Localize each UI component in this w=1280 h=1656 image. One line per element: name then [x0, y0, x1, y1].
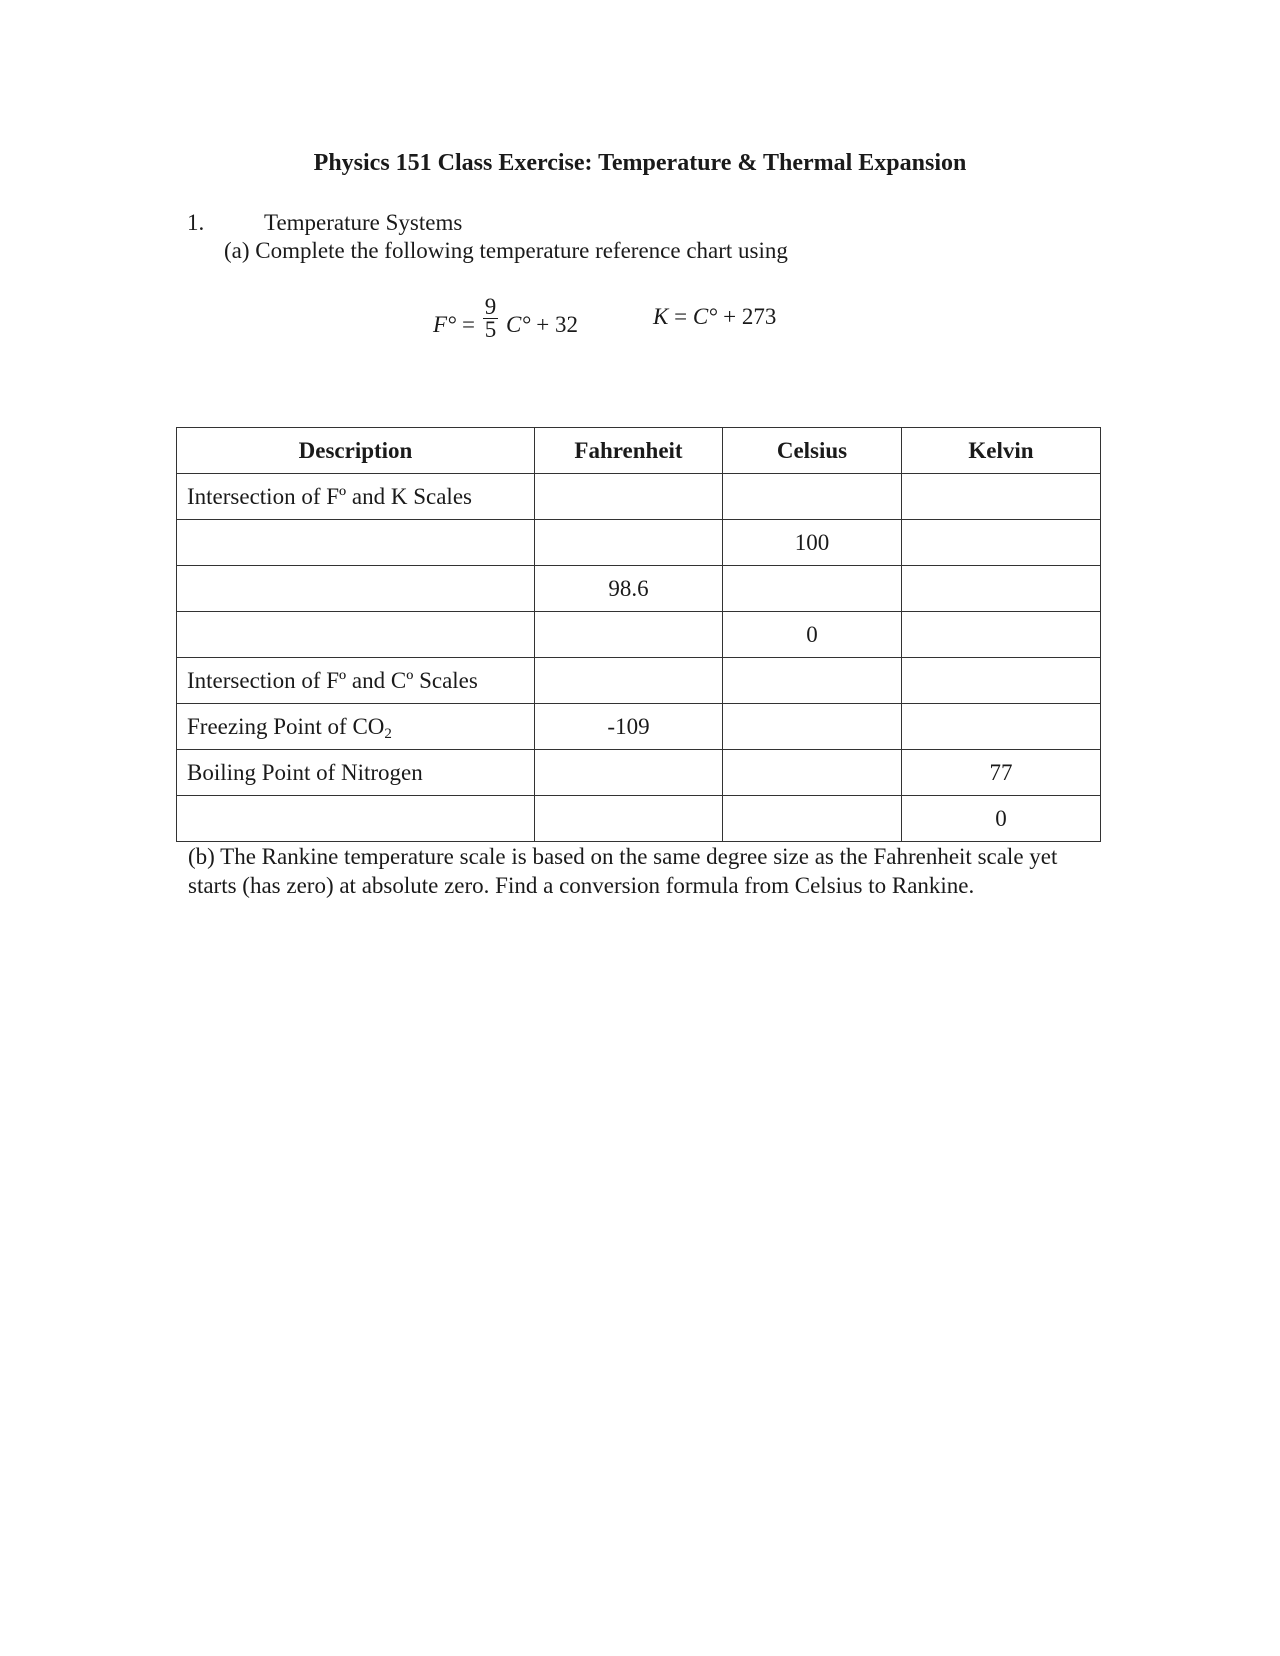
cell-celsius[interactable]: [723, 566, 902, 612]
fahrenheit-formula: [433, 294, 579, 349]
cell-celsius: 100: [723, 520, 902, 566]
cell-celsius[interactable]: [723, 474, 902, 520]
cell-fahrenheit: 98.6: [535, 566, 723, 612]
question-heading: Temperature Systems: [264, 210, 463, 235]
cell-celsius: 0: [723, 612, 902, 658]
cell-description[interactable]: [177, 796, 535, 842]
formula1-rhs-var: C°: [505, 311, 531, 337]
cell-celsius[interactable]: [723, 658, 902, 704]
cell-description: Intersection of Fº and Cº Scales: [177, 658, 535, 704]
table-row: [177, 474, 1101, 520]
part-a-instruction: (a) Complete the following temperature reference chart using: [224, 238, 788, 263]
formula1-equals: =: [462, 311, 475, 337]
table-row: [177, 750, 1101, 796]
co2-label: Freezing Point of CO: [187, 713, 385, 739]
cell-kelvin[interactable]: [902, 612, 1101, 658]
table-row: [177, 658, 1101, 704]
cell-fahrenheit: -109: [535, 704, 723, 750]
cell-fahrenheit[interactable]: [535, 796, 723, 842]
part-b-question: (b) The Rankine temperature scale is based on the same degree size as the Fahrenheit scale yet starts (has zero) at absolute zero. Find a conversion formula from Celsius to Rankine.: [188, 844, 1058, 898]
table-row: [177, 612, 1101, 658]
header-fahrenheit: Fahrenheit: [535, 428, 723, 474]
cell-fahrenheit[interactable]: [535, 658, 723, 704]
cell-description[interactable]: [177, 520, 535, 566]
cell-fahrenheit[interactable]: [535, 474, 723, 520]
cell-description[interactable]: [177, 566, 535, 612]
cell-fahrenheit[interactable]: [535, 612, 723, 658]
formula1-lhs: F°: [433, 311, 457, 337]
cell-description: [177, 704, 535, 750]
cell-kelvin[interactable]: [902, 520, 1101, 566]
page-title: Physics 151 Class Exercise: Temperature & Thermal Expansion: [313, 150, 967, 176]
table-row: [177, 566, 1101, 612]
cell-celsius[interactable]: [723, 750, 902, 796]
cell-celsius[interactable]: [723, 796, 902, 842]
cell-kelvin[interactable]: [902, 566, 1101, 612]
table-row: [177, 796, 1101, 842]
header-description: Description: [177, 428, 535, 474]
formula1-denominator: 5: [484, 317, 497, 342]
cell-kelvin[interactable]: [902, 474, 1101, 520]
formula1-rhs-const: + 32: [536, 311, 579, 337]
header-kelvin: Kelvin: [902, 428, 1101, 474]
table-row: [177, 704, 1101, 750]
header-celsius: Celsius: [723, 428, 902, 474]
co2-subscript: 2: [384, 725, 392, 742]
formula2-lhs: K: [653, 304, 669, 329]
table-header-row: [177, 428, 1101, 474]
formula2-equals: =: [674, 304, 688, 329]
cell-kelvin: 77: [902, 750, 1101, 796]
temperature-reference-table: [176, 427, 1101, 842]
question-number: 1.: [187, 210, 205, 235]
cell-kelvin[interactable]: [902, 704, 1101, 750]
cell-kelvin: 0: [902, 796, 1101, 842]
formula1-fraction: [483, 296, 499, 341]
cell-celsius[interactable]: [723, 704, 902, 750]
formula2-rhs-const: + 273: [723, 304, 777, 329]
kelvin-formula: [653, 304, 776, 330]
cell-fahrenheit[interactable]: [535, 520, 723, 566]
table-row: [177, 520, 1101, 566]
cell-description: Intersection of Fº and K Scales: [177, 474, 535, 520]
cell-description: Boiling Point of Nitrogen: [177, 750, 535, 796]
formula2-rhs-var: C°: [692, 304, 718, 329]
cell-kelvin[interactable]: [902, 658, 1101, 704]
cell-description[interactable]: [177, 612, 535, 658]
formula1-numerator: 9: [484, 294, 497, 319]
cell-fahrenheit[interactable]: [535, 750, 723, 796]
